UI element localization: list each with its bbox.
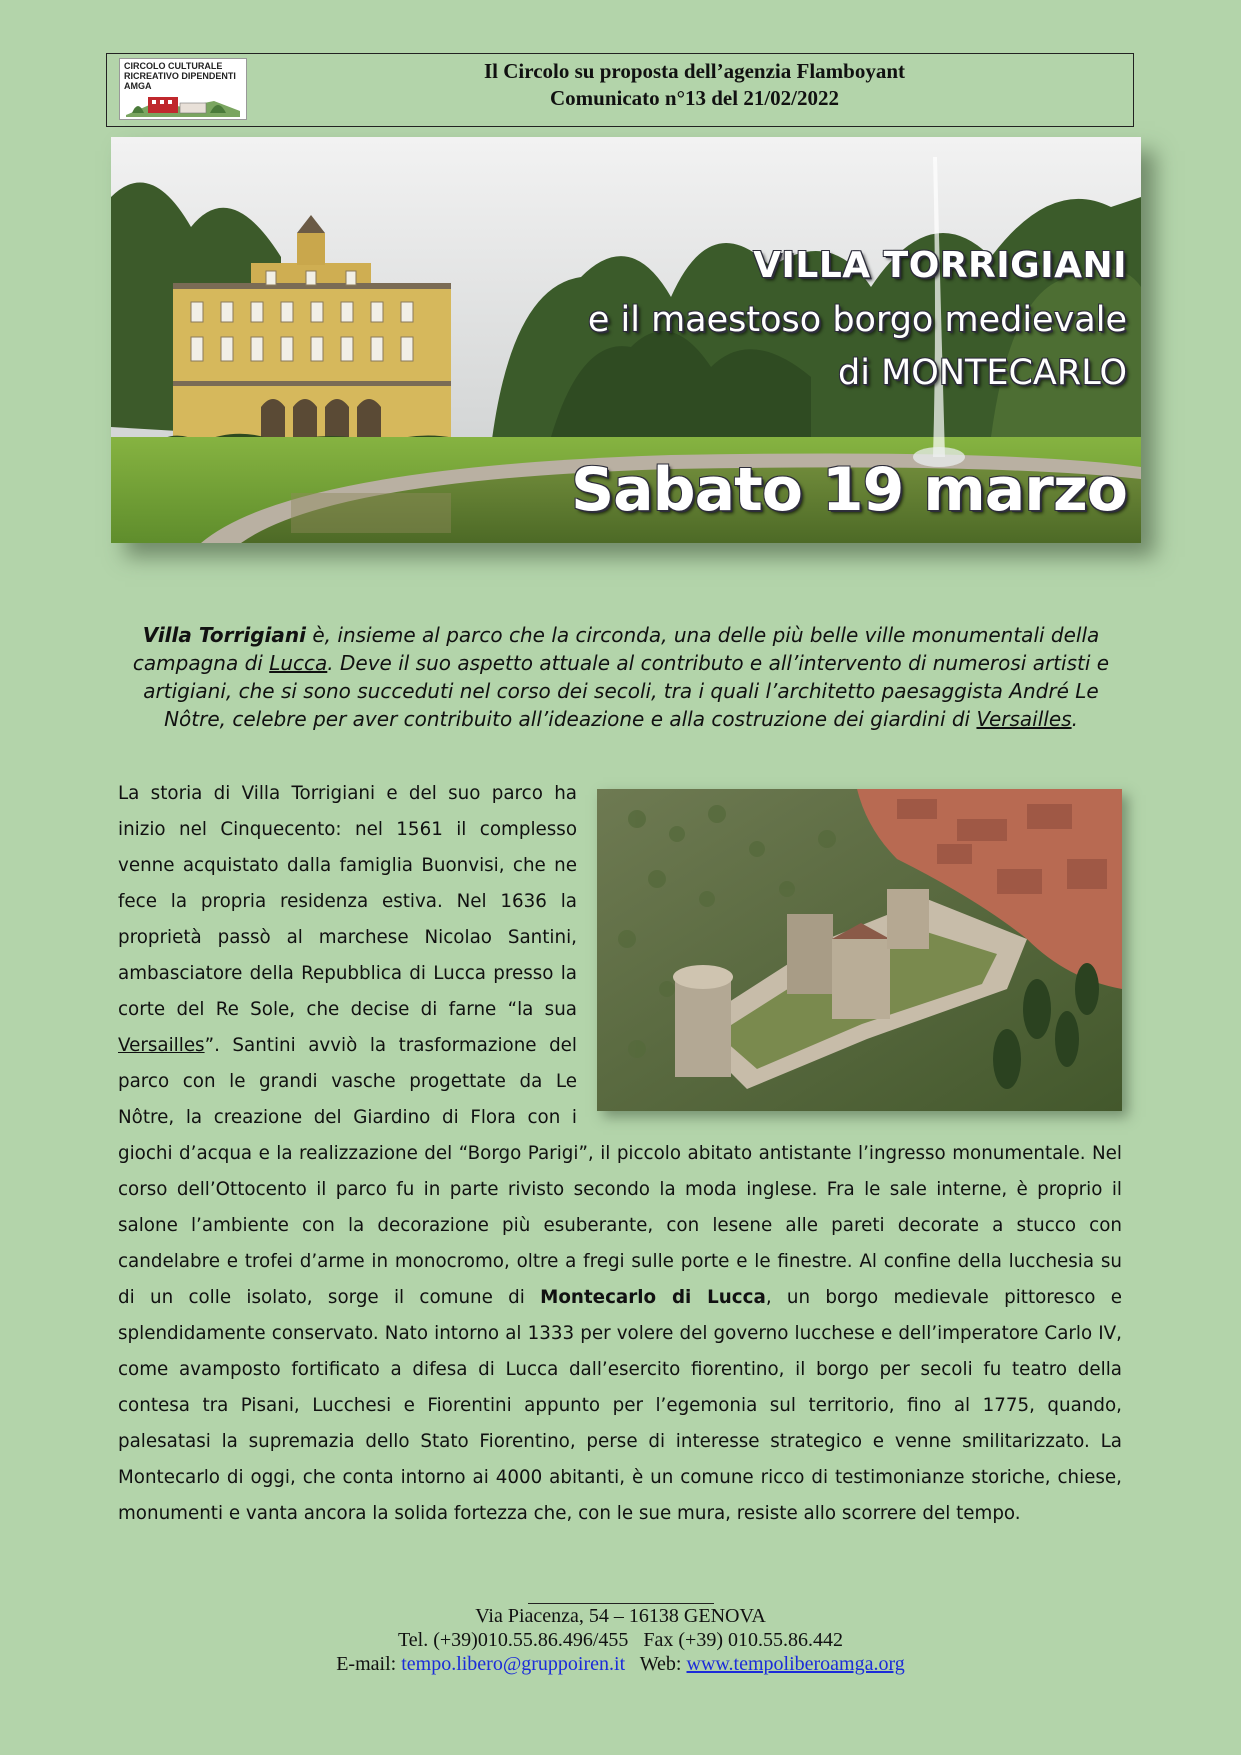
circolo-logo (119, 58, 247, 120)
banner-subtitle-1: e il maestoso borgo medievale (587, 300, 1127, 340)
intro-link-lucca[interactable]: Lucca (269, 651, 328, 675)
footer-web-link[interactable]: www.tempoliberoamga.org (686, 1653, 905, 1675)
intro-text-3: . (1071, 707, 1078, 731)
logo-line-2: RICREATIVO DIPENDENTI (124, 71, 236, 81)
footer-phone: Tel. (+39)010.55.86.496/455 Fax (+39) 010.55.86.442 (397, 1629, 843, 1651)
intro-text-1: è, insieme al parco che la circonda, una delle più belle ville monumentali della campagna di (132, 623, 1100, 675)
intro-link-versailles[interactable]: Versailles (976, 707, 1072, 731)
banner-subtitle-2: di MONTECARLO (838, 353, 1127, 393)
body-paragraph (118, 776, 1122, 1532)
footer-email-link[interactable]: tempo.libero@gruppoiren.it (401, 1653, 626, 1675)
banner-date: Sabato 19 marzo (570, 455, 1127, 525)
banner-title: VILLA TORRIGIANI (753, 245, 1127, 286)
montecarlo-aerial-photo (597, 789, 1122, 1111)
intro-paragraph (112, 621, 1130, 733)
body-bold-montecarlo: Montecarlo di Lucca (540, 1287, 766, 1308)
header-title (257, 58, 1123, 112)
body-link-versailles[interactable]: Versailles (118, 1035, 205, 1056)
header-line-1: Il Circolo su proposta dell’agenzia Flamboyant (484, 59, 905, 83)
footer-email-web-line (0, 1652, 1241, 1676)
body-text-1: La storia di Villa Torrigiani e del suo parco ha inizio nel Cinquecento: nel 1561 il complesso venne acquistato dalla famiglia Buonvisi, che ne fece la propria residenza estiva. Nel 1636 la proprietà passò al marchese Nicolao Santini, ambasciatore della Repubblica di Lucca presso la corte del Re Sole, che decise di farne “la sua (118, 783, 577, 1020)
body-text-2: ”. Santini avviò la trasformazione del parco con le grandi vasche progettate da Le Nôtre, la creazione del Giardino di Flora con i giochi d’acqua e la realizzazione del “Borgo Parigi”, il piccolo abitato antistante l’ingresso monumentale. Nel corso dell’Ottocento il parco fu in parte rivisto secondo la moda inglese. Fra le sale interne, è proprio il salone l’ambiente con la decorazione più esuberante, con lesene alle pareti decorate a stucco con candelabre e trofei d’arme in monocromo, oltre a fregi sulle porte e le finestre. Al confine della lucchesia su di un colle isolato, sorge il comune di (118, 1035, 1122, 1308)
villa-banner (111, 137, 1141, 543)
footer-email-label: E-mail: (336, 1653, 402, 1675)
intro-villa-name: Villa Torrigiani (142, 623, 307, 647)
logo-line-3: AMGA (124, 81, 152, 91)
logo-building-icon (124, 91, 242, 117)
header-box (106, 53, 1134, 127)
header-line-2: Comunicato n°13 del 21/02/2022 (550, 86, 839, 110)
footer-address: Via Piacenza, 54 – 16138 GENOVA (475, 1605, 766, 1627)
intro-text-2: . Deve il suo aspetto attuale al contributo e all’intervento di numerosi artisti e artigiani, che si sono succeduti nel corso dei secoli, tra i quali l’architetto paesaggista André Le Nôtre, celebre per aver contribuito all’ideazione e alla costruzione dei giardini di (143, 651, 1110, 731)
body-text-3: , un borgo medievale pittoresco e splendidamente conservato. Nato intorno al 1333 per volere del governo lucchese e dell’imperatore Carlo IV, come avamposto fortificato a difesa di Lucca dall’esercito fiorentino, il borgo per secoli fu teatro della contesa tra Pisani, Lucchesi e Fiorentini appunto per l’egemonia sul territorio, fino al 1775, quando, palesatasi la supremazia dello Stato Fiorentino, perse di interesse strategico e venne smilitarizzato. La Montecarlo di oggi, che conta intorno ai 4000 abitanti, è un comune ricco di testimonianze storiche, chiese, monumenti e vanta ancora la solida fortezza che, con le sue mura, resiste allo scorrere del tempo. (118, 1287, 1122, 1524)
footer-web-label: Web: (625, 1653, 687, 1675)
footer-contacts (0, 1593, 1241, 1676)
logo-line-1: CIRCOLO CULTURALE (124, 61, 223, 71)
